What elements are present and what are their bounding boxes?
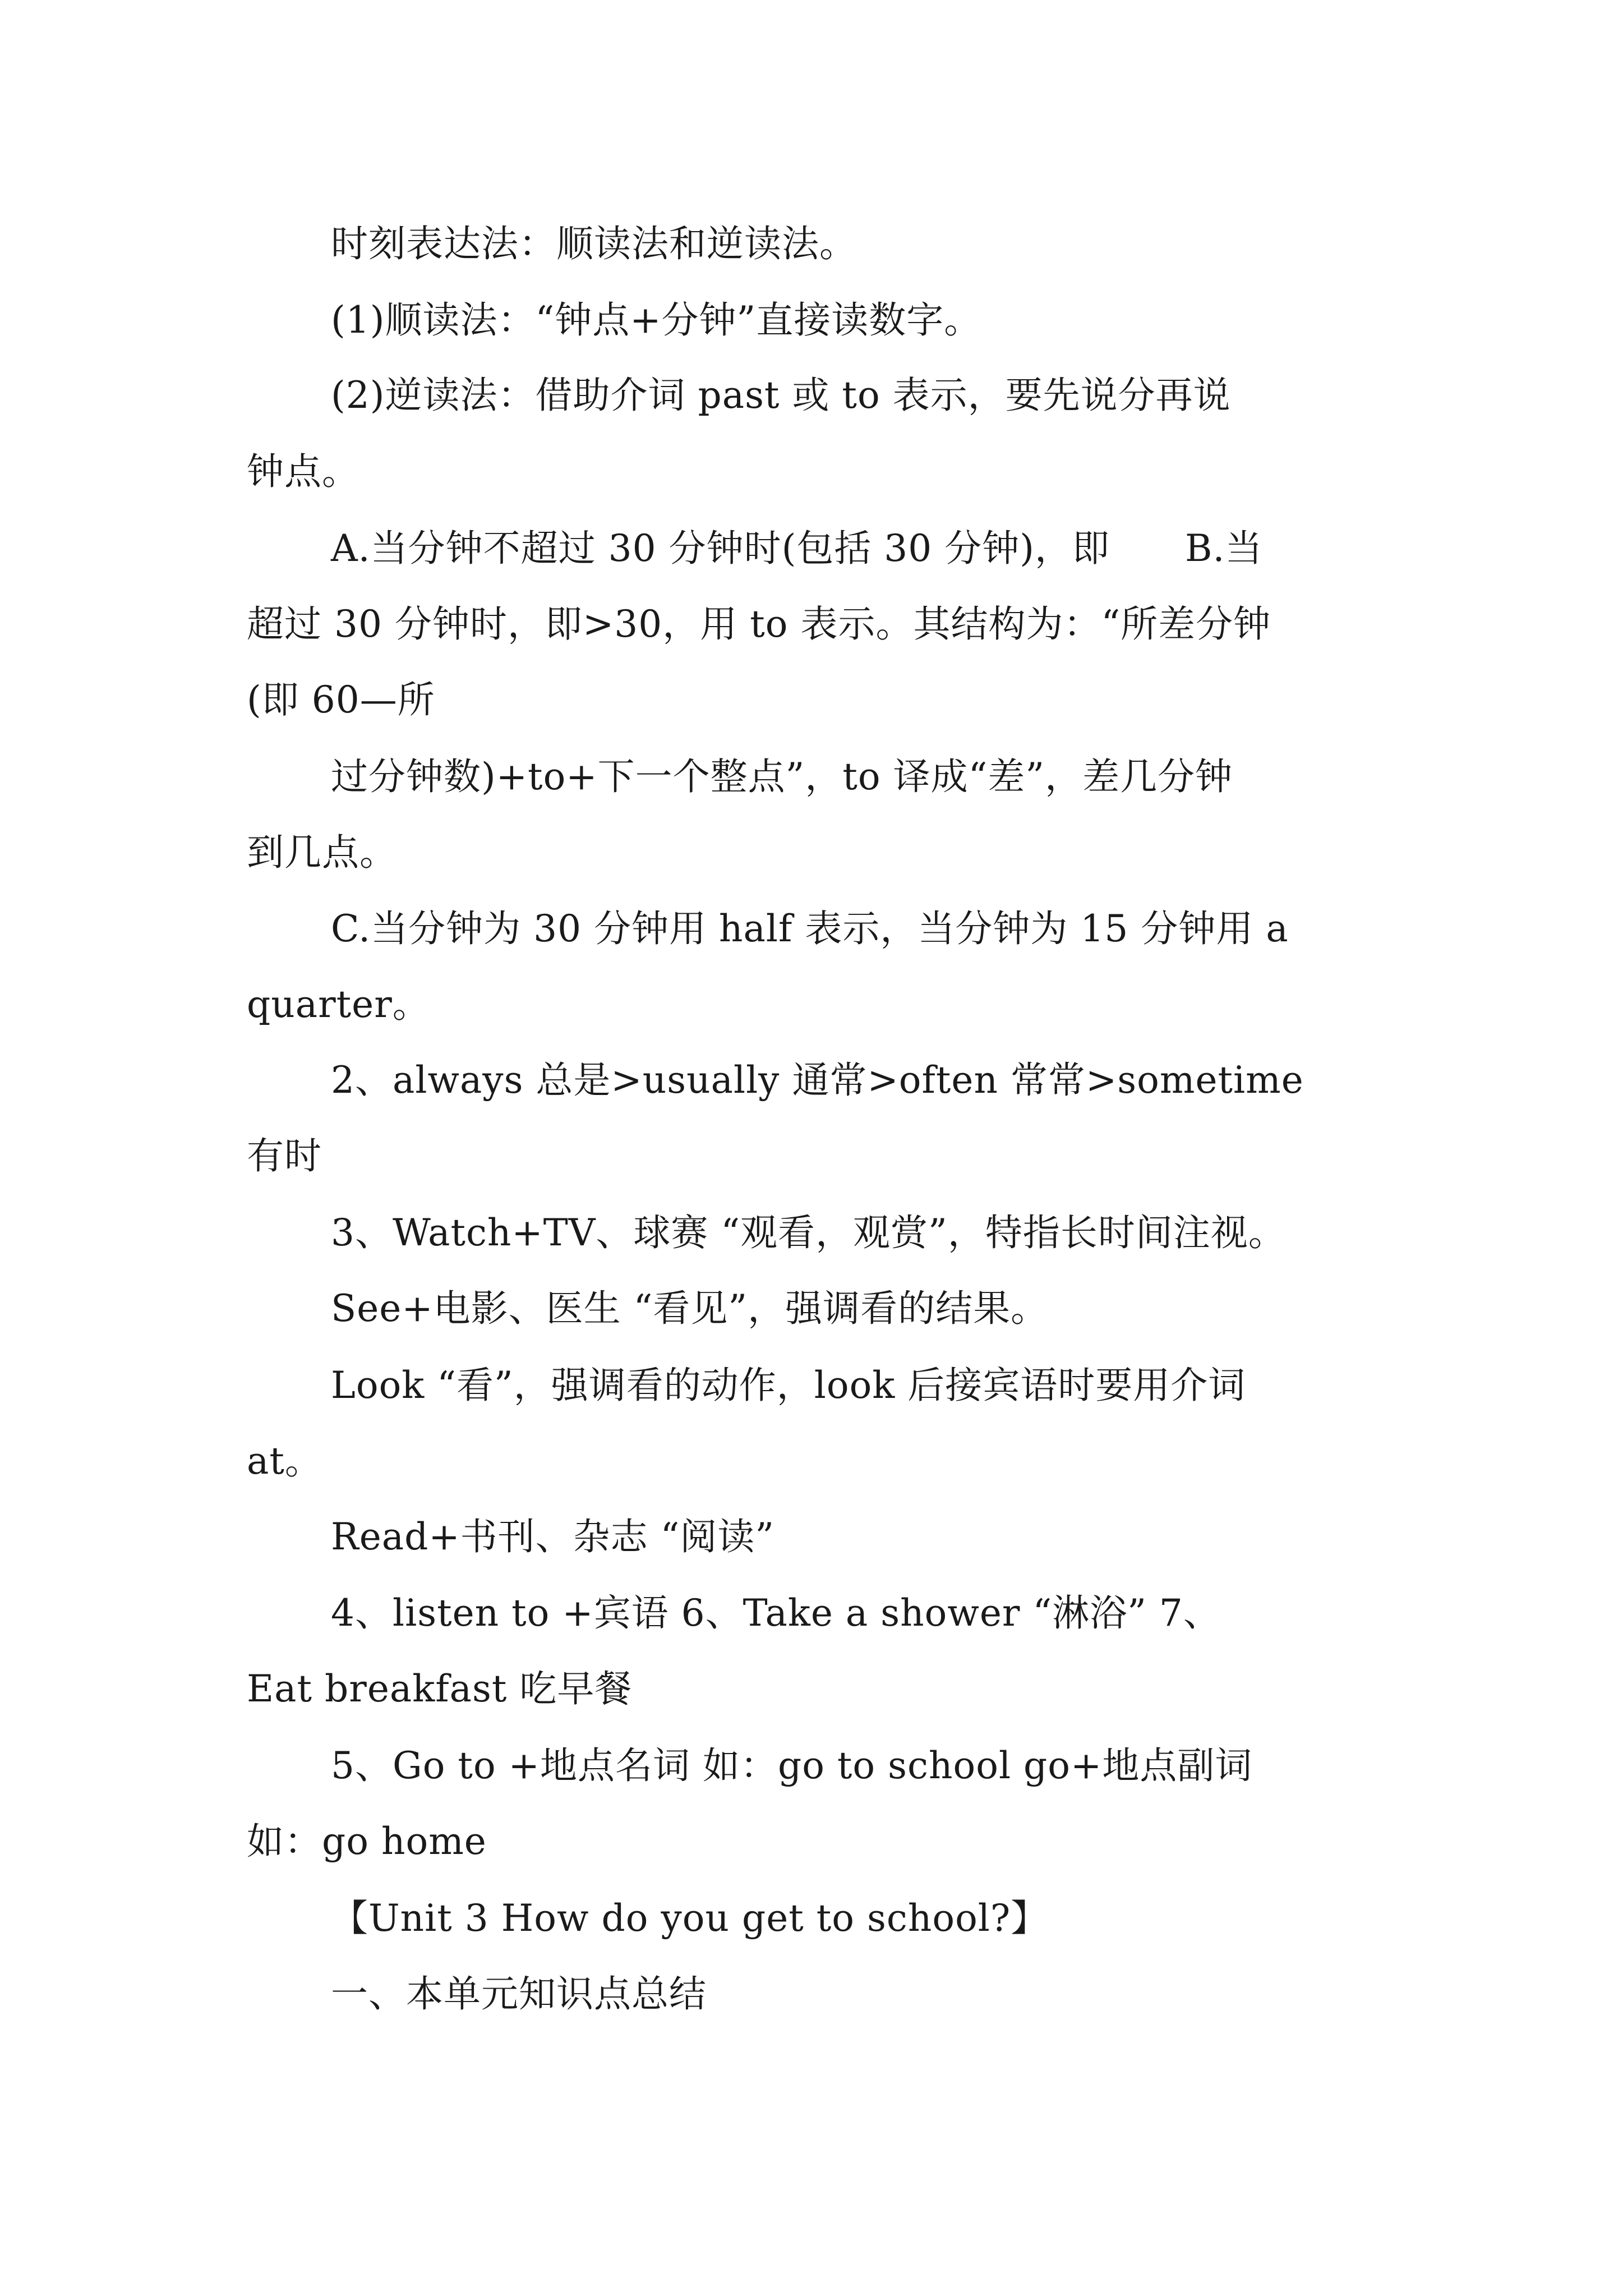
text-line: 2、always 总是>usually 通常>often 常常>sometime [331, 1059, 1304, 1102]
text-line: 钟点。 [247, 450, 359, 493]
text-line: 3、Watch+TV、球赛 “观看，观赏”，特指长时间注视。 [331, 1211, 1286, 1254]
text-line: See+电影、医生 “看见”，强调看的结果。 [331, 1287, 1049, 1330]
text-line: 到几点。 [247, 831, 397, 874]
text-line: 时刻表达法：顺读法和逆读法。 [331, 222, 857, 265]
text-line: Look “看”，强调看的动作，look 后接宾语时要用介词 [331, 1364, 1246, 1407]
text-line: 4、listen to +宾语 6、Take a shower “淋浴” 7、 [331, 1591, 1221, 1635]
text-line: 一、本单元知识点总结 [331, 1972, 707, 2016]
text-line: 有时 [247, 1134, 322, 1177]
text-line: 如：go home [247, 1820, 487, 1863]
text-line: 5、Go to +地点名词 如：go to school go+地点副词 [331, 1744, 1253, 1787]
text-line: A.当分钟不超过 30 分钟时(包括 30 分钟)，即 B.当 [331, 527, 1263, 570]
text-line: C.当分钟为 30 分钟用 half 表示，当分钟为 15 分钟用 a [331, 907, 1289, 950]
text-line: Eat breakfast 吃早餐 [247, 1667, 633, 1710]
text-line: 超过 30 分钟时，即>30，用 to 表示。其结构为：“所差分钟 [247, 602, 1271, 646]
text-line: quarter。 [247, 983, 430, 1026]
text-line: at。 [247, 1439, 322, 1483]
text-line: (2)逆读法：借助介词 past 或 to 表示，要先说分再说 [331, 374, 1231, 417]
text-line: Read+书刊、杂志 “阅读” [331, 1515, 775, 1558]
text-line: (1)顺读法：“钟点+分钟”直接读数字。 [331, 298, 982, 342]
text-line: 过分钟数)+to+下一个整点”，to 译成“差”，差几分钟 [331, 755, 1233, 798]
text-line: (即 60—所 [247, 678, 435, 721]
text-line: 【Unit 3 How do you get to school?】 [331, 1897, 1049, 1940]
